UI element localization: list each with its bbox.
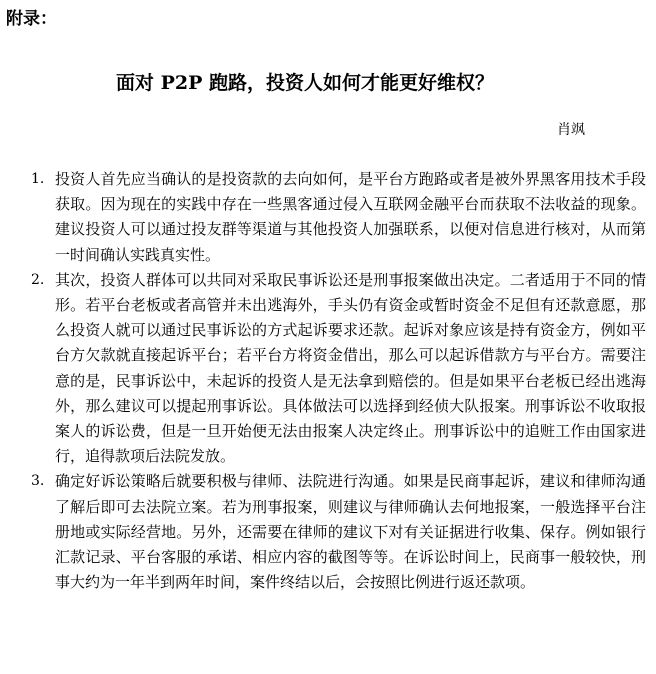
list-item — [22, 469, 646, 595]
list-item-text: 投资人首先应当确认的是投资款的去向如何，是平台方跑路或者是被外界黑客用技术手段获取。因为现在的实践中存在一些黑客通过侵入互联网金融平台而获取不法收益的现象。建议投资人可以通过投友群等渠道与其他投资人加强联系，以便对信息进行核对，从而第一时间确认实践真实性。 — [55, 170, 646, 264]
list-item-text: 确定好诉讼策略后就要积极与律师、法院进行沟通。如果是民商事起诉，建议和律师沟通了解后即可去法院立案。若为刑事报案，则建议与律师确认去何地报案，一般选择平台注册地或实际经营地。另外，还需要在律师的建议下对有关证据进行收集、保存。例如银行汇款记录、平台客服的承诺、相应内容的截图等等。在诉讼时间上，民商事一般较快，刑事大约为一年半到两年时间，案件终结以后，会按照比例进行返还款项。 — [55, 472, 646, 592]
author-byline: 肖飒 — [557, 122, 585, 138]
list-item-text: 其次，投资人群体可以共同对采取民事诉讼还是刑事报案做出决定。二者适用于不同的情形。若平台老板或者高管并未出逃海外，手头仍有资金或暂时资金不足但有还款意愿，那么投资人就可以通过民事诉讼的方式起诉要求还款。起诉对象应该是持有资金方，例如平台方欠款就直接起诉平台；若平台方将资金借出，那么可以起诉借款方与平台方。需要注意的是，民事诉讼中，未起诉的投资人是无法拿到赔偿的。但是如果平台老板已经出逃海外，那么建议可以提起刑事诉讼。具体做法可以选择到经侦大队报案。刑事诉讼不收取报案人的诉讼费，但是一旦开始便无法由报案人决定终止。刑事诉讼中的追赃工作由国家进行，追得款项后法院发放。 — [55, 270, 646, 466]
list-item — [22, 268, 646, 470]
list-item — [22, 167, 646, 268]
numbered-list — [22, 167, 646, 595]
list-item-marker: 2. — [31, 271, 45, 288]
appendix-label: 附录： — [6, 9, 57, 29]
list-item-marker: 3. — [31, 473, 45, 490]
page-title: 面对 P2P 跑路，投资人如何才能更好维权？ — [115, 72, 495, 94]
list-item-marker: 1. — [31, 171, 45, 187]
